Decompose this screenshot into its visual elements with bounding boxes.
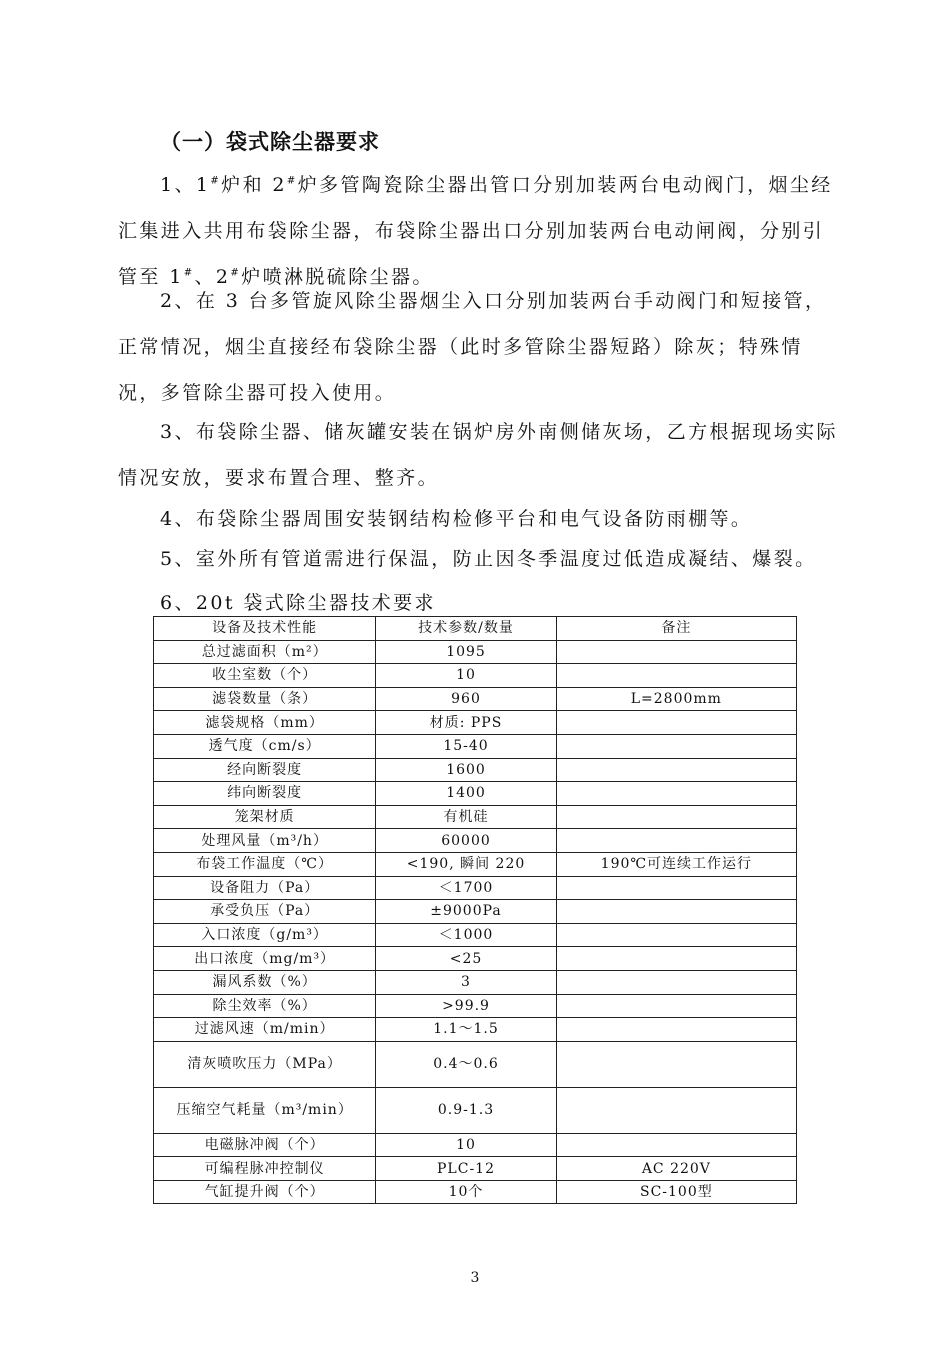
table-cell-name: 收尘室数（个） — [154, 664, 376, 688]
table-cell-name: 处理风量（m³/h） — [154, 829, 376, 853]
table-row — [154, 782, 797, 806]
table-cell-name: 滤袋数量（条） — [154, 687, 376, 711]
table-row — [154, 758, 797, 782]
table-cell-value: <25 — [376, 947, 556, 971]
table-row — [154, 1157, 797, 1181]
table-cell-note — [556, 900, 796, 924]
table-row — [154, 970, 797, 994]
table-row — [154, 687, 797, 711]
table-cell-note: SC-100型 — [556, 1180, 796, 1204]
table-row — [154, 876, 797, 900]
table-cell-note: AC 220V — [556, 1157, 796, 1181]
table-cell-note — [556, 640, 796, 664]
table-cell-name: 过滤风速（m/min） — [154, 1018, 376, 1042]
table-cell-name: 总过滤面积（m²） — [154, 640, 376, 664]
table-cell-value: 0.4～0.6 — [376, 1041, 556, 1087]
table-cell-name: 经向断裂度 — [154, 758, 376, 782]
table-cell-value: 有机硅 — [376, 805, 556, 829]
table-cell-value: ＜1700 — [376, 876, 556, 900]
table-row — [154, 734, 797, 758]
spec-table — [153, 616, 797, 1204]
table-cell-note — [556, 1041, 796, 1087]
table-row — [154, 852, 797, 876]
table-cell-note — [556, 876, 796, 900]
table-row — [154, 1041, 797, 1087]
table-cell-note — [556, 805, 796, 829]
header-cell: 备注 — [556, 617, 796, 641]
table-cell-note — [556, 1018, 796, 1042]
table-cell-name: 布袋工作温度（℃） — [154, 852, 376, 876]
table-cell-name: 除尘效率（%） — [154, 994, 376, 1018]
table-cell-name: 承受负压（Pa） — [154, 900, 376, 924]
table-row — [154, 1018, 797, 1042]
table-cell-name: 清灰喷吹压力（MPa） — [154, 1041, 376, 1087]
page-number: 3 — [470, 1270, 480, 1286]
table-cell-note — [556, 970, 796, 994]
table-cell-name: 入口浓度（g/m³） — [154, 923, 376, 947]
table-cell-value: 1600 — [376, 758, 556, 782]
table-cell-value: 1.1～1.5 — [376, 1018, 556, 1042]
paragraph-1: 1、1#炉和 2#炉多管陶瓷除尘器出管口分别加装两台电动阀门，烟尘经汇集进入共用布袋除尘器，布袋除尘器出口分别加装两台电动闸阀，分别引管至 1#、2#炉喷淋脱硫除尘器。 — [118, 174, 833, 288]
table-row — [154, 829, 797, 853]
header-cell: 技术参数/数量 — [376, 617, 556, 641]
table-cell-note — [556, 734, 796, 758]
table-cell-name: 可编程脉冲控制仪 — [154, 1157, 376, 1181]
table-cell-value: ＜1000 — [376, 923, 556, 947]
section-heading: （一）袋式除尘器要求 — [160, 130, 380, 154]
table-cell-value: ±9000Pa — [376, 900, 556, 924]
table-cell-value: 0.9-1.3 — [376, 1087, 556, 1133]
table-cell-value: 10个 — [376, 1180, 556, 1204]
table-cell-note — [556, 947, 796, 971]
paragraph-5: 5、室外所有管道需进行保温，防止因冬季温度过低造成凝结、爆裂。 — [160, 548, 817, 570]
table-cell-value: 60000 — [376, 829, 556, 853]
table-row — [154, 923, 797, 947]
table-row — [154, 994, 797, 1018]
table-cell-name: 设备阻力（Pa） — [154, 876, 376, 900]
table-row — [154, 640, 797, 664]
header-cell: 设备及技术性能 — [154, 617, 376, 641]
table-cell-value: 10 — [376, 664, 556, 688]
table-cell-value: 1400 — [376, 782, 556, 806]
table-row — [154, 1087, 797, 1133]
table-cell-name: 纬向断裂度 — [154, 782, 376, 806]
table-cell-value: >99.9 — [376, 994, 556, 1018]
table-cell-value: 960 — [376, 687, 556, 711]
table-cell-value: 1095 — [376, 640, 556, 664]
table-cell-name: 电磁脉冲阀（个） — [154, 1133, 376, 1157]
paragraph-4: 4、布袋除尘器周围安装钢结构检修平台和电气设备防雨棚等。 — [160, 508, 753, 530]
table-row — [154, 711, 797, 735]
paragraph-3: 3、布袋除尘器、储灰罐安装在锅炉房外南侧储灰场，乙方根据现场实际情况安放，要求布置合理、整齐。 — [118, 421, 838, 489]
table-cell-value: 3 — [376, 970, 556, 994]
table-header-row — [154, 617, 797, 641]
table-cell-note — [556, 758, 796, 782]
table-title: 6、20t 袋式除尘器技术要求 — [160, 592, 436, 614]
table-cell-value: 15-40 — [376, 734, 556, 758]
table-row — [154, 947, 797, 971]
table-cell-note: 190℃可连续工作运行 — [556, 852, 796, 876]
table-row — [154, 664, 797, 688]
table-cell-name: 压缩空气耗量（m³/min） — [154, 1087, 376, 1133]
table-cell-value: PLC-12 — [376, 1157, 556, 1181]
table-cell-value: <190, 瞬间 220 — [376, 852, 556, 876]
table-cell-note — [556, 829, 796, 853]
table-cell-name: 透气度（cm/s） — [154, 734, 376, 758]
table-cell-name: 笼架材质 — [154, 805, 376, 829]
table-cell-name: 漏风系数（%） — [154, 970, 376, 994]
table-row — [154, 1180, 797, 1204]
table-cell-note — [556, 664, 796, 688]
table-cell-note — [556, 711, 796, 735]
paragraph-2: 2、在 3 台多管旋风除尘器烟尘入口分别加装两台手动阀门和短接管，正常情况，烟尘直接经布袋除尘器（此时多管除尘器短路）除灰；特殊情况，多管除尘器可投入使用。 — [118, 290, 827, 404]
table-row — [154, 805, 797, 829]
table-cell-name: 出口浓度（mg/m³） — [154, 947, 376, 971]
table-cell-note — [556, 994, 796, 1018]
table-cell-value: 10 — [376, 1133, 556, 1157]
table-cell-value: 材质: PPS — [376, 711, 556, 735]
table-cell-note — [556, 782, 796, 806]
table-row — [154, 900, 797, 924]
table-cell-note: L=2800mm — [556, 687, 796, 711]
table-cell-note — [556, 1133, 796, 1157]
table-cell-note — [556, 923, 796, 947]
table-row — [154, 1133, 797, 1157]
table-cell-note — [556, 1087, 796, 1133]
table-cell-name: 气缸提升阀（个） — [154, 1180, 376, 1204]
table-cell-name: 滤袋规格（mm） — [154, 711, 376, 735]
